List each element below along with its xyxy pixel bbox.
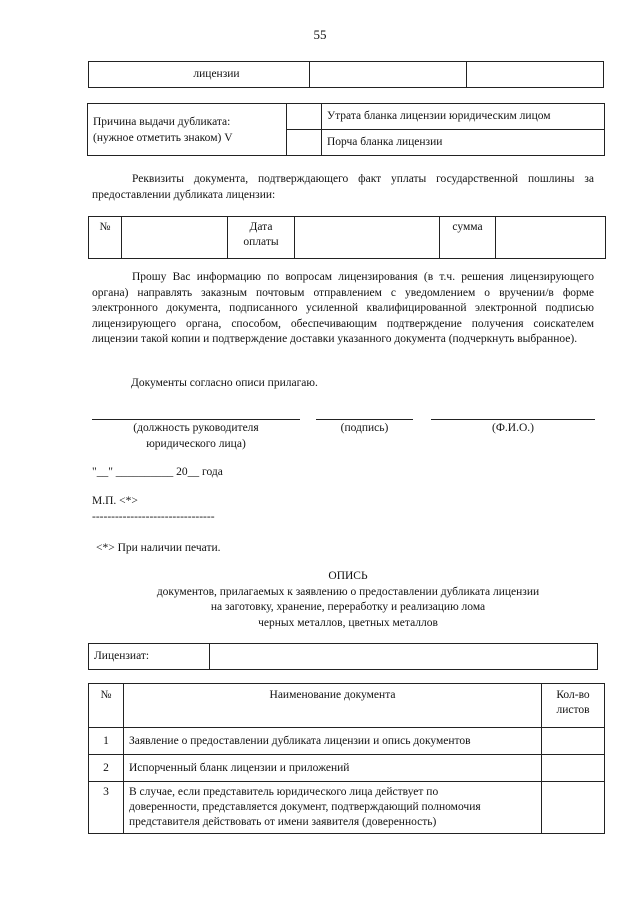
doc-name: Испорченный бланк лицензии и приложений — [124, 755, 542, 782]
footnote-separator: -------------------------------- — [92, 511, 215, 523]
requisites-text: Реквизиты документа, подтверждающего факт уплаты государственной пошлины за предоставлении дубликата лицензии: — [92, 173, 594, 201]
payment-date-label-line1: Дата — [249, 221, 273, 233]
inventory-heading — [90, 569, 606, 631]
doc-num: 2 — [89, 755, 124, 782]
table-row — [89, 755, 605, 782]
signature-caption: (подпись) — [340, 422, 389, 434]
page-number: 55 — [313, 27, 327, 42]
doc-name: Заявление о предоставлении дубликата лицензии и опись документов — [124, 728, 542, 755]
doc-name — [124, 782, 542, 834]
payment-table — [88, 216, 606, 259]
payment-date-label-line2: оплаты — [243, 236, 279, 248]
position-line[interactable] — [92, 419, 300, 420]
request-paragraph: Прошу Вас информацию по вопросам лицензирования (в т.ч. решения лицензирующего органа) направлять заказным почтовым отправлением с уведомлением о вручении/в форме электронного документа, подписанного усиленной квалифицированной электронной подписью лицензирующего органа, способом, обеспечивающим подтверждение получения соискателем лицензии такой копии и подтверждение доставки указанного документа (подчеркнуть выбранное). — [92, 271, 594, 345]
doc-name-line3: представителя действовать от имени заявителя (доверенность) — [129, 816, 437, 828]
doc-count[interactable] — [542, 728, 605, 755]
position-caption-line2: юридического лица) — [146, 437, 246, 450]
doc-num: 3 — [89, 782, 124, 834]
licensee-table — [88, 643, 598, 670]
inventory-subtitle-3: черных металлов, цветных металлов — [258, 616, 438, 629]
doc-name-line1: В случае, если представитель юридического лица действует по — [129, 786, 439, 798]
doc-num: 1 — [89, 728, 124, 755]
empty-cell[interactable] — [310, 62, 467, 88]
reason-checkbox-1[interactable] — [287, 104, 322, 130]
reason-checkbox-2[interactable] — [287, 130, 322, 156]
stamp-label: М.П. <*> — [92, 495, 138, 507]
payment-num-value[interactable] — [122, 217, 228, 259]
attach-text: Документы согласно описи прилагаю. — [131, 377, 318, 389]
doc-name-line2: доверенности, представляется документ, подтверждающий полномочия — [129, 801, 481, 813]
inventory-title: ОПИСЬ — [328, 570, 368, 582]
payment-num-label: № — [89, 217, 122, 259]
reason-option-loss: Утрата бланка лицензии юридическим лицом — [322, 104, 605, 130]
license-cell: лицензии — [89, 62, 310, 88]
docs-header-count — [542, 684, 605, 728]
position-caption-line1: (должность руководителя — [133, 422, 259, 434]
doc-count[interactable] — [542, 755, 605, 782]
reason-option-damage: Порча бланка лицензии — [322, 130, 605, 156]
license-table-fragment — [88, 61, 604, 88]
licensee-value[interactable] — [210, 644, 598, 670]
doc-count[interactable] — [542, 782, 605, 834]
inventory-subtitle-1: документов, прилагаемых к заявлению о предоставлении дубликата лицензии — [156, 585, 540, 598]
fio-line[interactable] — [431, 419, 595, 420]
reason-label — [88, 104, 287, 156]
date-line: "__" __________ 20__ года — [92, 466, 223, 478]
payment-date-label — [228, 217, 295, 259]
empty-cell[interactable] — [467, 62, 604, 88]
documents-table — [88, 683, 605, 834]
docs-header-count-line1: Кол-во — [556, 689, 590, 701]
payment-date-value[interactable] — [295, 217, 440, 259]
reason-label-line1: Причина выдачи дубликата: — [93, 115, 231, 128]
licensee-label: Лицензиат: — [89, 644, 210, 670]
duplicate-reason-table — [87, 103, 605, 156]
payment-sum-value[interactable] — [496, 217, 606, 259]
fio-caption: (Ф.И.О.) — [492, 422, 534, 434]
footnote: <*> При наличии печати. — [96, 542, 221, 554]
table-row — [89, 782, 605, 834]
docs-header-count-line2: листов — [556, 704, 590, 716]
reason-label-line2: (нужное отметить знаком) V — [93, 131, 233, 144]
position-caption — [92, 421, 300, 452]
payment-sum-label: сумма — [440, 217, 496, 259]
docs-header-name: Наименование документа — [124, 684, 542, 728]
inventory-subtitle-2: на заготовку, хранение, переработку и реализацию лома — [210, 601, 486, 613]
signature-line[interactable] — [316, 419, 413, 420]
docs-header-num: № — [89, 684, 124, 728]
table-row — [89, 728, 605, 755]
